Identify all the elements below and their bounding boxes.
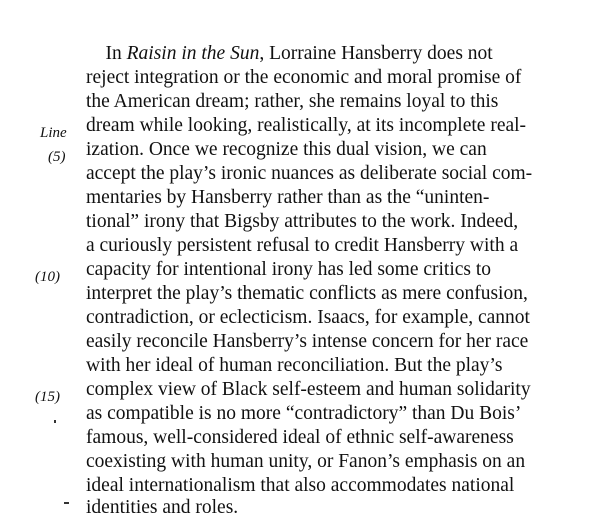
margin-speck	[54, 420, 56, 423]
line-number-10: (10)	[35, 269, 60, 285]
passage-line-15: complex view of Black self-esteem and human solidarity	[86, 379, 531, 400]
margin-speck	[64, 502, 69, 504]
passage-line-1	[86, 42, 493, 66]
passage-line-9: a curiously persistent refusal to credit Hansberry with a	[86, 235, 519, 256]
passage-line-20: identities and roles.	[86, 497, 239, 518]
passage-line-19: ideal internationalism that also accommodates national	[86, 475, 515, 496]
passage-line-16: as compatible is no more “contradictory” than Du Bois’	[86, 403, 522, 424]
passage-line-5: ization. Once we recognize this dual vision, we can	[86, 139, 487, 160]
line-label: Line	[40, 125, 67, 141]
passage-line-2: reject integration or the economic and moral promise of	[86, 67, 522, 88]
passage-line-13: easily reconcile Hansberry’s intense concern for her race	[86, 331, 529, 352]
passage-line-12: contradiction, or eclecticism. Isaacs, for example, cannot	[86, 307, 530, 328]
line-number-5: (5)	[48, 149, 66, 165]
passage-line-1-post: , Lorraine Hansberry does not	[259, 43, 493, 64]
passage-line-3: the American dream; rather, she remains loyal to this	[86, 91, 499, 112]
passage-line-7: mentaries by Hansberry rather than as the “uninten-	[86, 187, 490, 208]
passage-line-6: accept the play’s ironic nuances as deliberate social com-	[86, 163, 533, 184]
passage-line-4: dream while looking, realistically, at its incomplete real-	[86, 115, 527, 136]
passage-line-11: interpret the play’s thematic conflicts as mere confusion,	[86, 283, 528, 304]
passage-line-8: tional” irony that Bigsby attributes to the work. Indeed,	[86, 211, 519, 232]
passage-line-10: capacity for intentional irony has led some critics to	[86, 259, 492, 280]
passage-line-1-pre: In	[86, 43, 127, 64]
play-title: Raisin in the Sun	[126, 43, 260, 64]
passage-line-14: with her ideal of human reconciliation. But the play’s	[86, 355, 503, 376]
passage-line-17: famous, well-considered ideal of ethnic self-awareness	[86, 427, 514, 448]
line-number-15: (15)	[35, 389, 60, 405]
passage-line-18: coexisting with human unity, or Fanon’s emphasis on an	[86, 451, 526, 472]
